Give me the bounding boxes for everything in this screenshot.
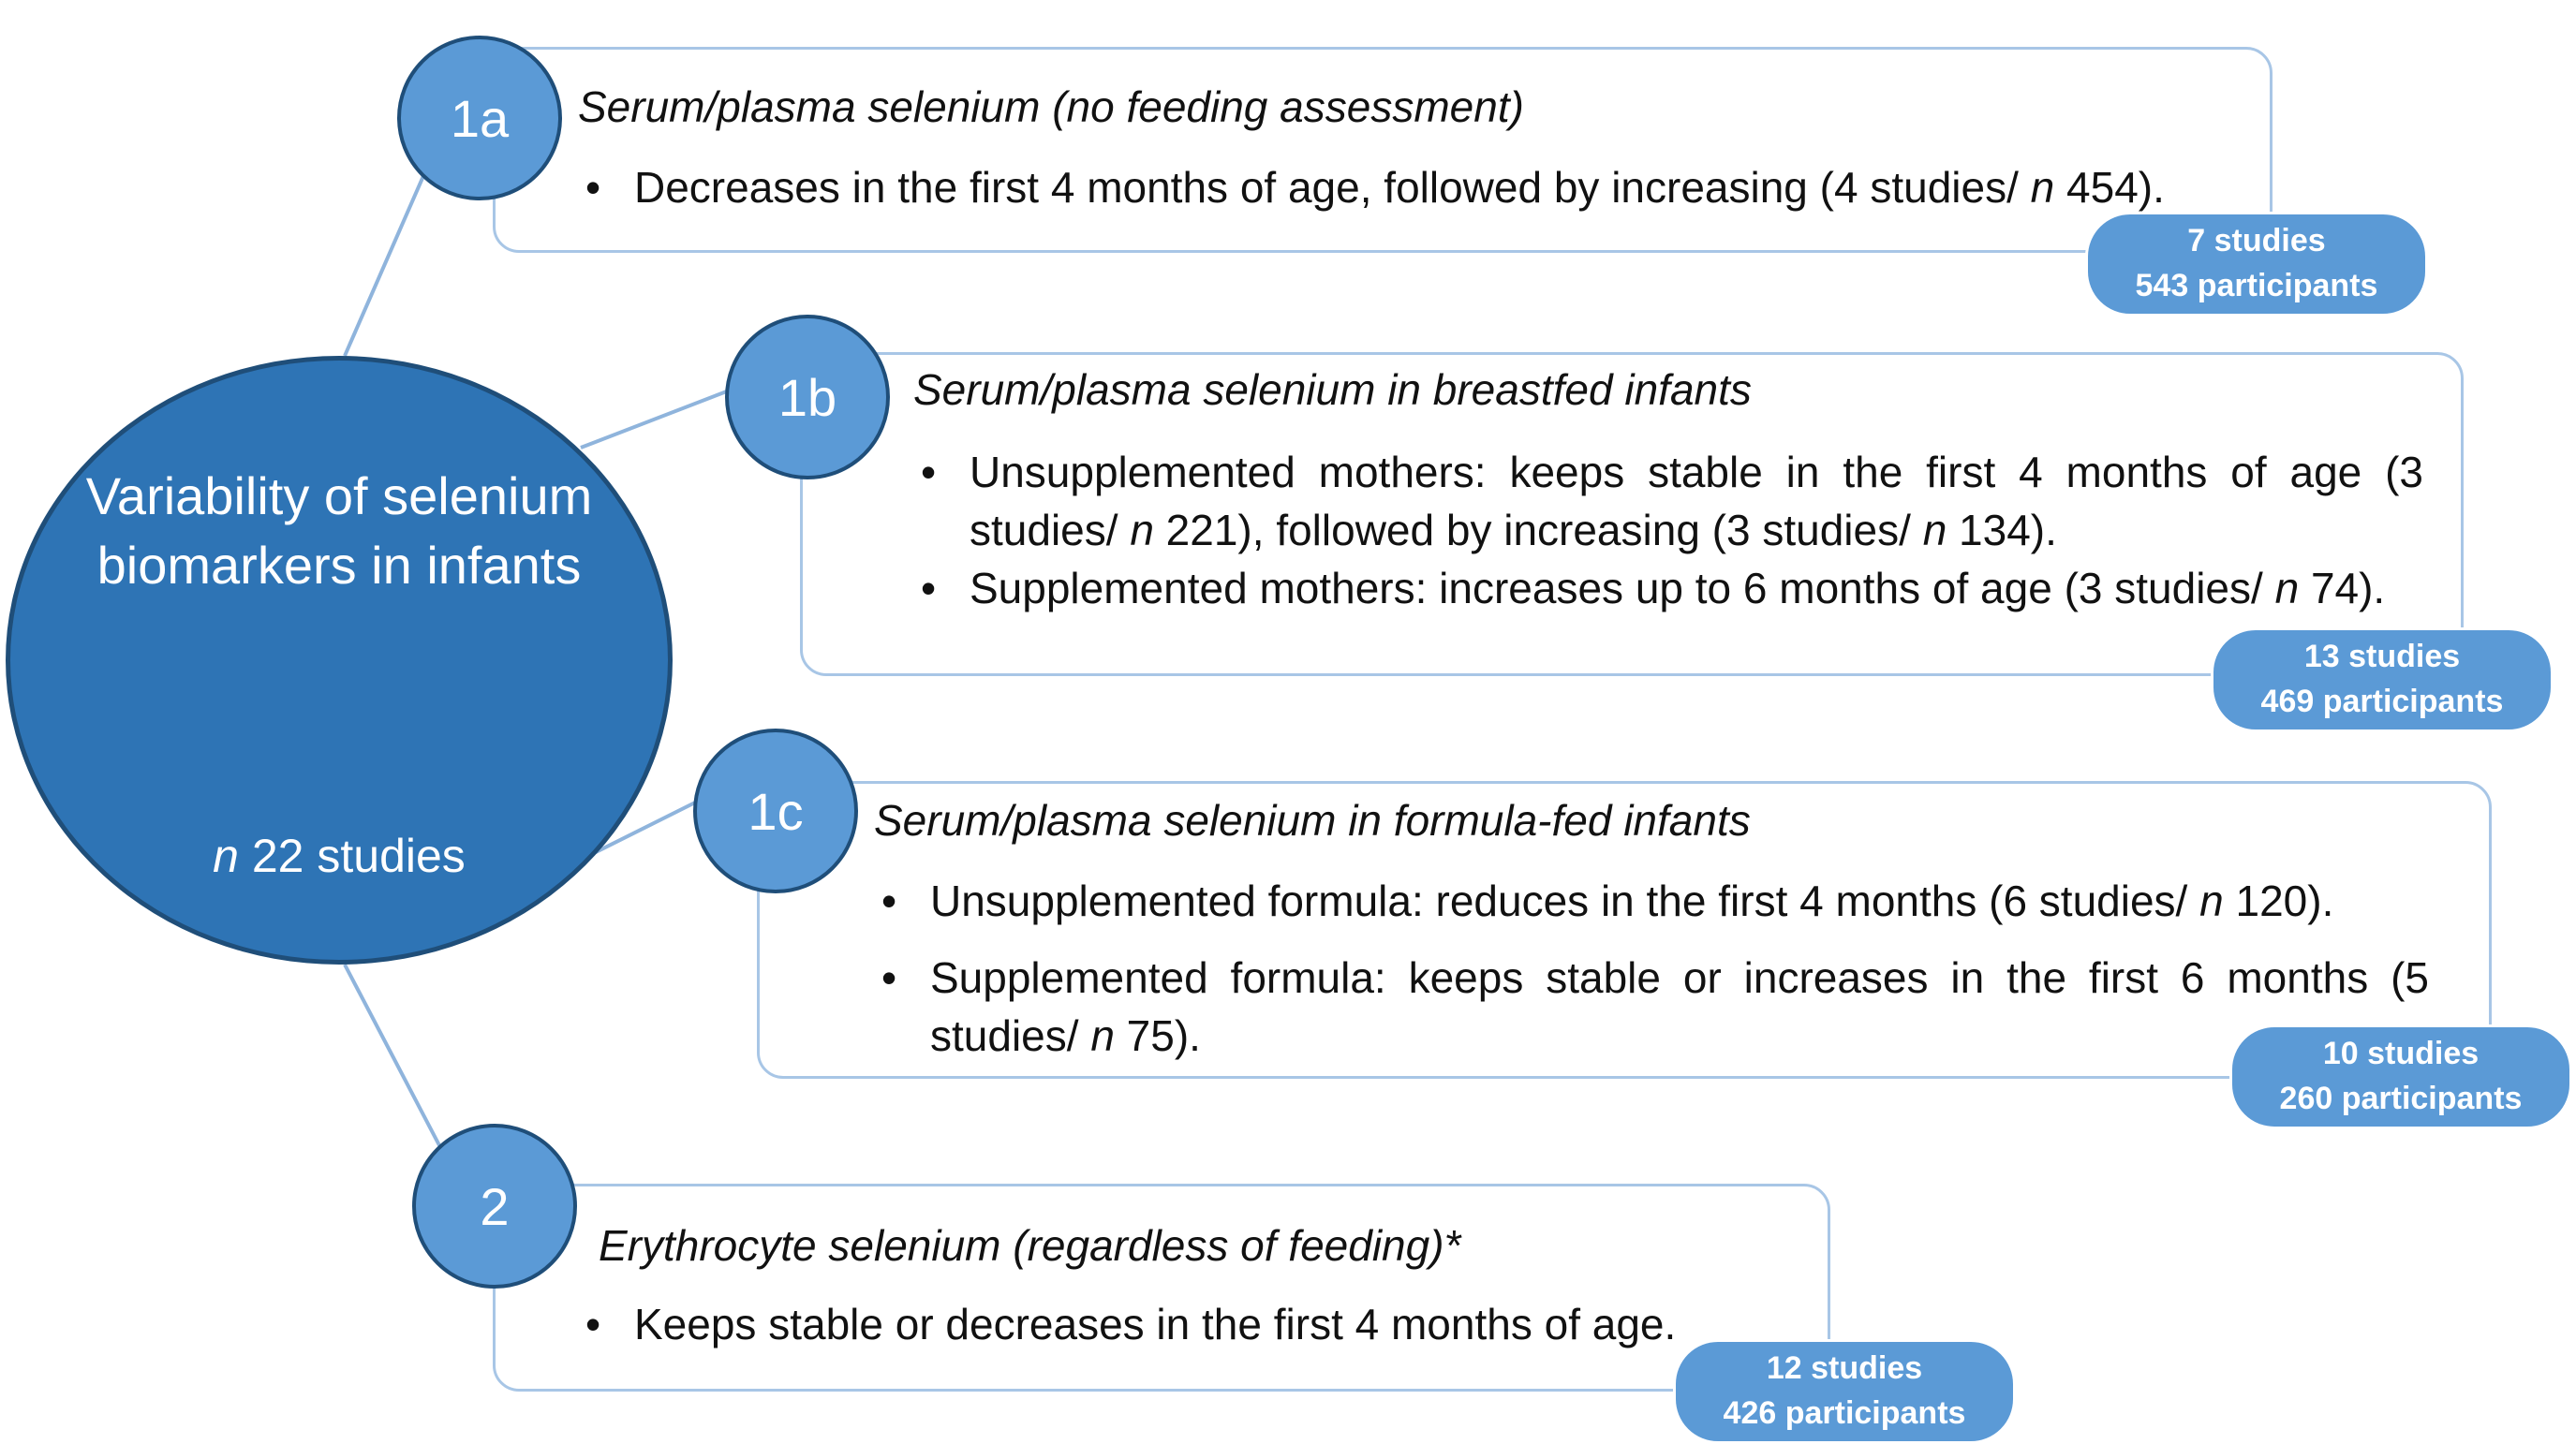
card-title: Serum/plasma selenium in breastfed infants (913, 365, 1752, 414)
card-title: Erythrocyte selenium (regardless of feeding)* (599, 1221, 1461, 1270)
bullet-text: Keeps stable or decreases in the first 4 months of age. (634, 1300, 1677, 1348)
bullet-item (874, 949, 2429, 1065)
bullet-text-italic: n (1090, 1011, 1115, 1060)
count-prefix: n (213, 830, 239, 882)
card-title: Serum/plasma selenium in formula-fed infants (874, 796, 1751, 845)
bullet-text: Unsupplemented formula: reduces in the first 4 months (6 studies/ (930, 877, 2200, 925)
studies-count: 13 studies (2303, 639, 2461, 674)
studies-count: 10 studies (2322, 1036, 2480, 1071)
node-2: 2 (412, 1124, 577, 1289)
bullet-text: 74). (2299, 564, 2386, 612)
bullet-text: 75). (1114, 1011, 1201, 1060)
card-2 (493, 1184, 1830, 1392)
participants-count: 469 participants (2260, 684, 2504, 719)
bullet-text: Supplemented mothers: increases up to 6 months of age (3 studies/ (970, 564, 2275, 612)
count-badge-1a (2085, 212, 2428, 317)
bullet-text: Supplemented formula: keeps stable or increases in the first 6 months (5 studies/ (930, 953, 2429, 1060)
bullet-text: Unsupplemented mothers: keeps stable in the first 4 months of age (3 studies/ (970, 448, 2423, 554)
bullet-item (578, 1295, 1796, 1353)
bullet-list (874, 872, 2429, 1065)
bullet-text: 134). (1947, 506, 2057, 554)
bullet-text: 454). (2054, 163, 2165, 212)
count-text: 22 studies (238, 830, 466, 882)
bullet-item (913, 443, 2423, 559)
card-1b (800, 352, 2464, 676)
count-badge-1b (2211, 627, 2554, 732)
bullet-text: 221), followed by increasing (3 studies/ (1153, 506, 1923, 554)
bullet-item (874, 872, 2429, 930)
connector-1b (581, 388, 736, 448)
card-title: Serum/plasma selenium (no feeding assessment) (578, 82, 1524, 131)
participants-count: 260 participants (2279, 1081, 2523, 1116)
bullet-list (578, 1295, 1796, 1374)
count-badge-2 (1673, 1339, 2016, 1444)
studies-count: 7 studies (2187, 223, 2326, 258)
participants-count: 426 participants (1723, 1395, 1966, 1431)
node-1b: 1b (725, 315, 890, 479)
card-1a (493, 47, 2273, 253)
bullet-list (913, 443, 2423, 617)
central-topic-circle (6, 356, 673, 965)
bullet-list (578, 158, 2227, 237)
count-badge-1c (2229, 1024, 2572, 1129)
bullet-text-italic: n (2199, 877, 2224, 925)
bullet-text: Decreases in the first 4 months of age, followed by increasing (4 studies/ (634, 163, 2031, 212)
bullet-text-italic: n (2274, 564, 2300, 612)
connector-1a (345, 155, 433, 356)
node-1a: 1a (397, 36, 562, 200)
node-1c: 1c (693, 729, 858, 893)
bullet-text-italic: n (2030, 163, 2055, 212)
participants-count: 543 participants (2135, 268, 2378, 303)
bullet-item (578, 158, 2227, 216)
central-topic-title: Variability of selenium biomarkers in infants (85, 466, 593, 595)
bullet-text: 120). (2223, 877, 2334, 925)
bullet-text-italic: n (1130, 506, 1154, 554)
central-topic-count (10, 829, 668, 883)
bullet-text-italic: n (1922, 506, 1947, 554)
studies-count: 12 studies (1766, 1350, 1923, 1386)
connector-2 (345, 965, 440, 1147)
bullet-item (913, 559, 2423, 617)
